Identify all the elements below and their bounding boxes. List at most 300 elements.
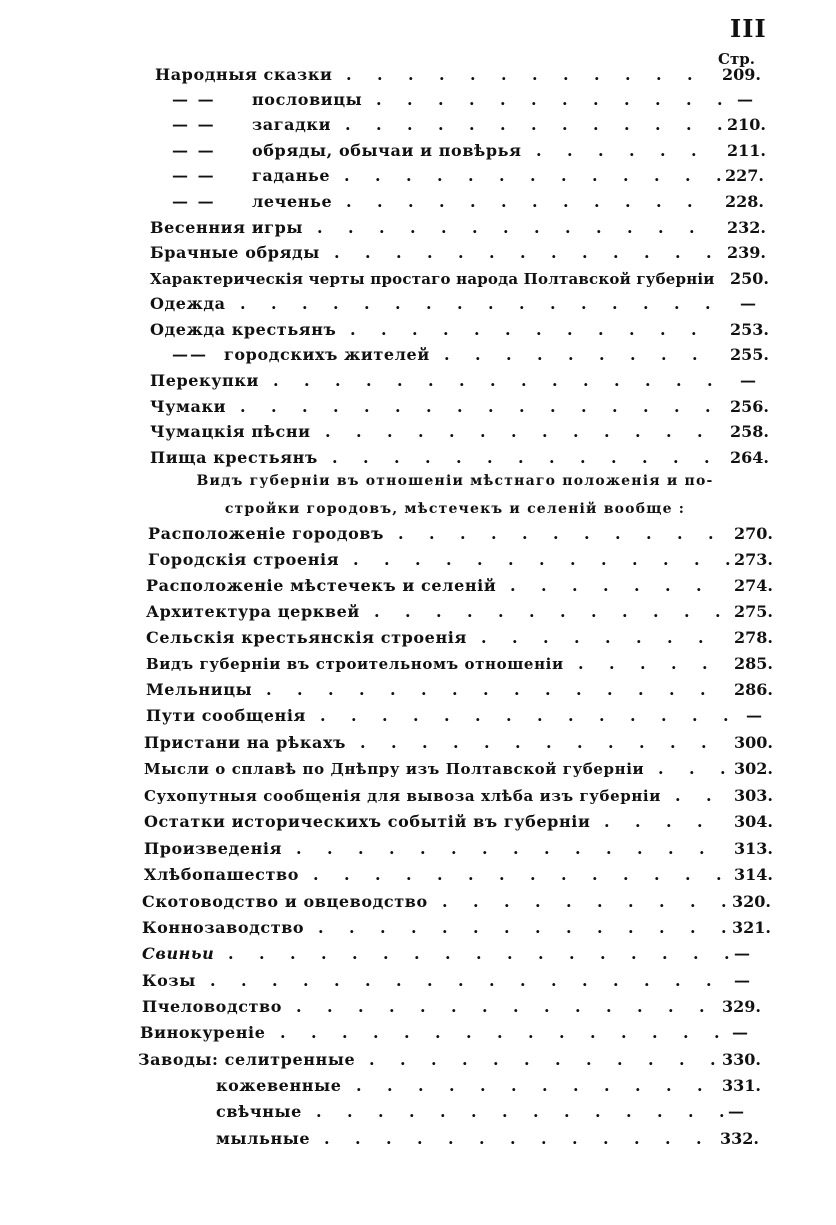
leader-dot: . [562, 115, 568, 134]
leader-dot: . [519, 294, 525, 313]
leader-dot: . [704, 448, 710, 467]
toc-entry-title: Заводы: селитренные [138, 1050, 356, 1069]
leader-dot: . [609, 654, 615, 673]
leader-dot: . [667, 628, 673, 647]
leader-dot: . [697, 1076, 703, 1095]
leader-dot: . [449, 1076, 455, 1095]
leader-dot: . [427, 243, 433, 262]
leader-dot: . [386, 1129, 392, 1148]
toc-entry-page: 253. [730, 320, 769, 339]
leader-dot: . [543, 628, 549, 647]
leader-dot: . [422, 733, 428, 752]
leader-dot: . [624, 115, 630, 134]
leader-dot: . [444, 345, 450, 364]
toc-entry-title: мыльные [216, 1129, 311, 1148]
leader-dot: . [705, 294, 711, 313]
toc-entry-title: Брачные обряды [150, 243, 320, 262]
leader-dot: . [660, 141, 666, 160]
leader-dot: . [665, 576, 671, 595]
leader-dot: . [473, 892, 479, 911]
leader-dot: . [677, 524, 683, 543]
leader-dot: . [453, 733, 459, 752]
leader-dot: . [373, 1023, 379, 1042]
leader-dot: . [452, 680, 458, 699]
leader-dot: . [670, 733, 676, 752]
leader-dot: . [459, 371, 465, 390]
leader-dot: . [660, 320, 666, 339]
toc-entry-title: пословицы [252, 90, 363, 109]
leader-dot: . [466, 1023, 472, 1042]
leader-dot: . [429, 524, 435, 543]
leader-dot: . [524, 1050, 530, 1069]
leader-dot: . [717, 90, 723, 109]
leader-dot: . [551, 243, 557, 262]
leader-dot: . [635, 1076, 641, 1095]
toc-entry-title: Сельскія крестьянскія строенія [146, 628, 467, 647]
leader-dot: . [562, 90, 568, 109]
leader-dot: . [398, 524, 404, 543]
leader-dot: . [210, 971, 216, 990]
leader-dot: . [654, 166, 660, 185]
leader-dot: . [346, 192, 352, 211]
leader-dot: . [316, 1102, 322, 1121]
leader-dot: . [335, 371, 341, 390]
toc-entry-page: 239. [727, 243, 766, 262]
leader-dot: . [324, 1129, 330, 1148]
leader-dot: . [377, 192, 383, 211]
leader-dot: . [405, 602, 411, 621]
leader-dot: . [673, 448, 679, 467]
leader-dot: . [578, 654, 584, 673]
leader-dot: . [541, 1129, 547, 1148]
leader-dot: . [632, 550, 638, 569]
leader-dot: . [566, 918, 572, 937]
leader-dot: . [567, 320, 573, 339]
leader-dot: . [477, 550, 483, 569]
leader-dot: . [721, 918, 727, 937]
leader-dot: . [597, 892, 603, 911]
leader-dot: . [498, 602, 504, 621]
leader-dot: . [366, 371, 372, 390]
toc-entry-page: — [732, 1023, 748, 1042]
leader-dot: . [596, 218, 602, 237]
toc-entry-title: Перекупки [150, 371, 259, 390]
leader-dot: . [665, 1129, 671, 1148]
leader-dot: . [552, 371, 558, 390]
leader-dot: . [598, 141, 604, 160]
toc-entry-page: 209. [722, 65, 761, 84]
toc-entry-title: леченье [252, 192, 333, 211]
leader-dot: . [476, 944, 482, 963]
toc-entry-title: Одежда крестьянъ [150, 320, 337, 339]
leader-dot: . [469, 90, 475, 109]
leader-dot: . [507, 944, 513, 963]
leader-dot: . [515, 733, 521, 752]
leader-dot: . [497, 1023, 503, 1042]
leader-dot: . [513, 997, 519, 1016]
leader-dot: . [378, 1102, 384, 1121]
leader-dot: . [683, 1023, 689, 1042]
leader-dot: . [553, 524, 559, 543]
leader-dot: . [570, 550, 576, 569]
leader-dot: . [607, 680, 613, 699]
leader-dot: . [606, 839, 612, 858]
leader-dot: . [406, 166, 412, 185]
leader-dot: . [715, 602, 721, 621]
leader-dot: . [457, 397, 463, 416]
leader-dot: . [603, 576, 609, 595]
toc-entry-title: Сухопутныя сообщенія для вывоза хлѣба изъ губерніи [144, 787, 661, 805]
leader-dot: . [458, 971, 464, 990]
leader-dot: . [671, 654, 677, 673]
leader-dot: . [445, 944, 451, 963]
toc-entry-page: 273. [734, 550, 773, 569]
leader-dot: . [603, 1129, 609, 1148]
leader-dot: . [303, 971, 309, 990]
leader-dot: . [519, 397, 525, 416]
leader-dot: . [690, 892, 696, 911]
leader-dot: . [481, 628, 487, 647]
leader-dot: . [487, 448, 493, 467]
toc-entry-page: 304. [734, 812, 773, 831]
leader-dot: . [457, 294, 463, 313]
leader-dot: . [328, 680, 334, 699]
leader-dot: . [500, 115, 506, 134]
leader-dot: . [559, 1023, 565, 1042]
leader-dot: . [514, 680, 520, 699]
leader-dot: . [240, 397, 246, 416]
leader-dot: . [535, 918, 541, 937]
leader-dot: . [586, 1050, 592, 1069]
leader-dot: . [668, 839, 674, 858]
leader-dot: . [675, 243, 681, 262]
leader-dot: . [565, 218, 571, 237]
leader-dot: . [613, 971, 619, 990]
leader-dot: . [327, 997, 333, 1016]
leader-dot: . [484, 733, 490, 752]
leader-dot: . [617, 1050, 623, 1069]
leader-dot: . [692, 706, 698, 725]
leader-dot: . [573, 422, 579, 441]
leader-dot: . [334, 971, 340, 990]
leader-dot: . [668, 997, 674, 1016]
leader-dot: . [480, 422, 486, 441]
leader-dot: . [501, 65, 507, 84]
toc-entry-page: 250. [730, 269, 769, 288]
leader-dot: . [544, 997, 550, 1016]
leader-dot: . [643, 294, 649, 313]
leader-dot: . [437, 166, 443, 185]
leader-dot: . [397, 371, 403, 390]
leader-dot: . [383, 944, 389, 963]
leader-dot: . [313, 865, 319, 884]
leader-dot: . [318, 918, 324, 937]
leader-dot: . [600, 944, 606, 963]
leader-dot: . [437, 865, 443, 884]
leader-dot: . [379, 218, 385, 237]
leader-dot: . [504, 918, 510, 937]
leader-dot: . [597, 918, 603, 937]
leader-dot: . [634, 1129, 640, 1148]
leader-dot: . [394, 448, 400, 467]
leader-dot: . [598, 320, 604, 339]
toc-entry-page: 313. [734, 839, 773, 858]
leader-dot: . [631, 944, 637, 963]
leader-dot: . [611, 448, 617, 467]
toc-entry-title: Чумаки [150, 397, 227, 416]
ditto-dash: — — [172, 90, 216, 109]
ditto-dash: — — [172, 166, 216, 185]
toc-entry-title: Свиньи [142, 944, 215, 963]
leader-dot: . [706, 243, 712, 262]
leader-dot: . [628, 918, 634, 937]
leader-dot: . [697, 812, 703, 831]
leader-dot: . [418, 1076, 424, 1095]
toc-entry-title: Мысли о сплавѣ по Днѣпру изъ Полтавской губерніи [144, 760, 645, 778]
leader-dot: . [572, 576, 578, 595]
leader-dot: . [377, 65, 383, 84]
toc-entry-title: Скотоводство и овцеводство [142, 892, 428, 911]
leader-dot: . [537, 345, 543, 364]
leader-dot: . [241, 971, 247, 990]
leader-dot: . [629, 141, 635, 160]
leader-dot: . [311, 1023, 317, 1042]
leader-dot: . [563, 65, 569, 84]
toc-entry-page: 275. [734, 602, 773, 621]
toc-entry-page: 285. [734, 654, 773, 673]
leader-dot: . [342, 1023, 348, 1042]
leader-dot: . [490, 371, 496, 390]
leader-dot: . [613, 243, 619, 262]
leader-dot: . [666, 1076, 672, 1095]
leader-dot: . [535, 892, 541, 911]
page-number: III [730, 14, 767, 43]
leader-dot: . [719, 1102, 725, 1121]
leader-dot: . [344, 166, 350, 185]
leader-dot: . [365, 243, 371, 262]
section-heading [150, 467, 760, 523]
leader-dot: . [506, 345, 512, 364]
toc-entry-page: 329. [722, 997, 761, 1016]
leader-dot: . [635, 812, 641, 831]
leader-dot: . [567, 141, 573, 160]
leader-dot: . [723, 706, 729, 725]
leader-dot: . [382, 706, 388, 725]
toc-entry-page: 332. [720, 1129, 759, 1148]
leader-dot: . [384, 550, 390, 569]
leader-dot: . [320, 706, 326, 725]
leader-dot: . [662, 944, 668, 963]
leader-dot: . [564, 1102, 570, 1121]
leader-dot: . [615, 524, 621, 543]
ditto-dash: — — [172, 141, 216, 160]
leader-dot: . [532, 192, 538, 211]
leader-dot: . [698, 628, 704, 647]
leader-dot: . [406, 865, 412, 884]
leader-dot: . [513, 839, 519, 858]
leader-dot: . [625, 65, 631, 84]
leader-dot: . [699, 839, 705, 858]
toc-entry-title: Козы [142, 971, 196, 990]
leader-dot: . [412, 320, 418, 339]
leader-dot: . [643, 397, 649, 416]
leader-dot: . [410, 218, 416, 237]
leader-dot: . [508, 550, 514, 569]
leader-dot: . [296, 839, 302, 858]
leader-dot: . [568, 706, 574, 725]
leader-dot: . [470, 192, 476, 211]
leader-dot: . [448, 1129, 454, 1148]
leader-dot: . [580, 448, 586, 467]
leader-dot: . [438, 115, 444, 134]
leader-dot: . [550, 397, 556, 416]
toc-entry-title: Произведенія [144, 839, 282, 858]
leader-dot: . [417, 1129, 423, 1148]
leader-dot: . [395, 397, 401, 416]
toc-entry-title: свѣчные [216, 1102, 302, 1121]
leader-dot: . [669, 680, 675, 699]
leader-dot: . [351, 706, 357, 725]
toc-entry-page: 210. [727, 115, 766, 134]
leader-dot: . [449, 422, 455, 441]
leader-dot: . [520, 971, 526, 990]
leader-dot: . [684, 602, 690, 621]
leader-dot: . [302, 397, 308, 416]
leader-dot: . [333, 397, 339, 416]
toc-entry-page: 255. [730, 345, 769, 364]
leader-dot: . [427, 971, 433, 990]
leader-dot: . [679, 1050, 685, 1069]
leader-dot: . [488, 294, 494, 313]
leader-dot: . [574, 628, 580, 647]
leader-dot: . [435, 1023, 441, 1042]
leader-dot: . [623, 166, 629, 185]
leader-dot: . [418, 422, 424, 441]
leader-dot: . [663, 550, 669, 569]
toc-entry-title: Пища крестьянъ [150, 448, 318, 467]
leader-dot: . [443, 320, 449, 339]
leader-dot: . [375, 865, 381, 884]
toc-entry-title: Пчеловодство [142, 997, 283, 1016]
leader-dot: . [359, 680, 365, 699]
leader-dot: . [640, 654, 646, 673]
leader-dot: . [626, 1102, 632, 1121]
leader-dot: . [460, 524, 466, 543]
leader-dot: . [538, 944, 544, 963]
leader-dot: . [451, 997, 457, 1016]
leader-dot: . [420, 997, 426, 1016]
toc-entry-title: обряды, обычаи и повѣрья [252, 141, 522, 160]
leader-dot: . [511, 422, 517, 441]
leader-dot: . [530, 166, 536, 185]
leader-dot: . [482, 839, 488, 858]
leader-dot: . [345, 115, 351, 134]
leader-dot: . [442, 918, 448, 937]
page-column-header: Стр. [718, 50, 755, 68]
leader-dot: . [363, 448, 369, 467]
leader-dot: . [364, 397, 370, 416]
leader-dot: . [353, 550, 359, 569]
leader-dot: . [400, 1050, 406, 1069]
leader-dot: . [271, 397, 277, 416]
toc-entry-title: городскихъ жителей [224, 345, 430, 364]
leader-dot: . [356, 1076, 362, 1095]
leader-dot: . [687, 65, 693, 84]
toc-entry-title: Видъ губерніи въ строительномъ отношеніи [146, 655, 564, 673]
leader-dot: . [634, 576, 640, 595]
leader-dot: . [404, 1023, 410, 1042]
leader-dot: . [327, 839, 333, 858]
leader-dot: . [572, 1129, 578, 1148]
leader-dot: . [614, 371, 620, 390]
leader-dot: . [280, 1023, 286, 1042]
leader-dot: . [512, 628, 518, 647]
leader-dot: . [381, 320, 387, 339]
leader-dot: . [686, 90, 692, 109]
toc-entry-title: Чумацкія пѣсни [150, 422, 311, 441]
leader-dot: . [700, 680, 706, 699]
leader-dot: . [528, 1023, 534, 1042]
leader-dot: . [539, 550, 545, 569]
leader-dot: . [675, 971, 681, 990]
toc-entry-title: Коннозаводство [142, 918, 305, 937]
toc-entry-page: 278. [734, 628, 773, 647]
leader-dot: . [659, 892, 665, 911]
leader-dot: . [488, 397, 494, 416]
leader-dot: . [560, 602, 566, 621]
leader-dot: . [576, 680, 582, 699]
toc-entry-title: Винокуреніе [140, 1023, 266, 1042]
leader-dot: . [421, 680, 427, 699]
leader-dot: . [621, 1023, 627, 1042]
leader-dot: . [599, 706, 605, 725]
leader-dot: . [375, 166, 381, 185]
leader-dot: . [240, 294, 246, 313]
toc-entry-title: загадки [252, 115, 332, 134]
leader-dot: . [593, 115, 599, 134]
leader-dot: . [304, 371, 310, 390]
leader-dot: . [701, 733, 707, 752]
leader-dot: . [451, 839, 457, 858]
leader-dot: . [706, 971, 712, 990]
leader-dot: . [646, 524, 652, 543]
leader-dot: . [658, 759, 664, 778]
leader-dot: . [654, 865, 660, 884]
leader-dot: . [635, 422, 641, 441]
leader-dot: . [506, 706, 512, 725]
toc-entry-page: — [746, 706, 762, 725]
leader-dot: . [591, 602, 597, 621]
leader-dot: . [532, 65, 538, 84]
leader-dot: . [685, 166, 691, 185]
toc-entry-page: 321. [732, 918, 771, 937]
leader-dot: . [582, 243, 588, 262]
leader-dot: . [347, 1102, 353, 1121]
leader-dot: . [390, 680, 396, 699]
toc-entry-title: Народныя сказки [155, 65, 333, 84]
leader-dot: . [317, 218, 323, 237]
leader-dot: . [725, 550, 731, 569]
leader-dot: . [428, 371, 434, 390]
leader-dot: . [549, 448, 555, 467]
leader-dot: . [544, 839, 550, 858]
leader-dot: . [414, 944, 420, 963]
leader-dot: . [350, 320, 356, 339]
leader-dot: . [440, 1102, 446, 1121]
leader-dot: . [696, 1129, 702, 1148]
leader-dot: . [536, 141, 542, 160]
leader-dot: . [518, 448, 524, 467]
